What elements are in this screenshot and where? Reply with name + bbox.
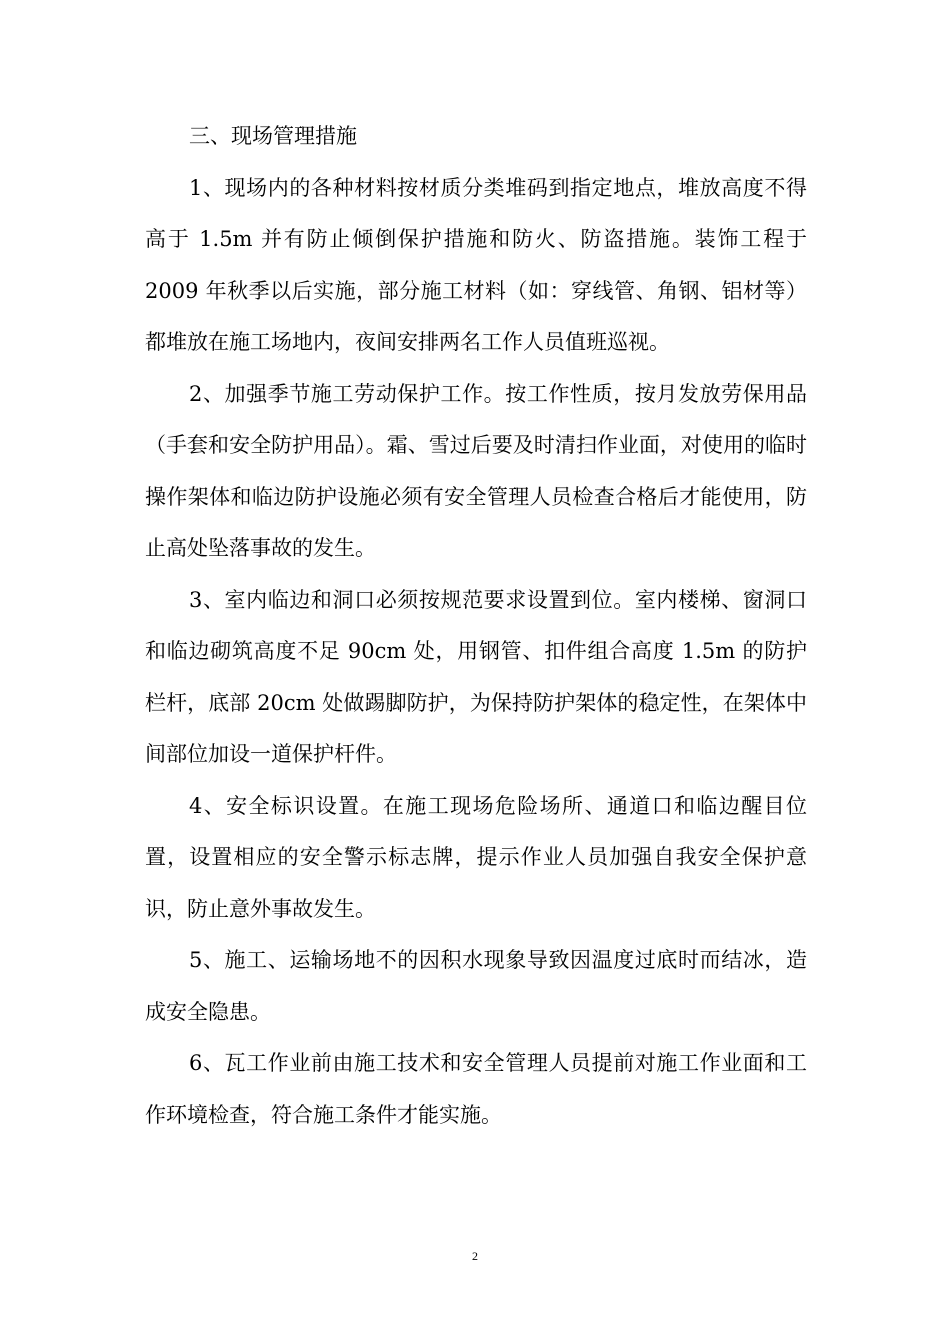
paragraph-6: 6、瓦工作业前由施工技术和安全管理人员提前对施工作业面和工作环境检查，符合施工条件才能实施。 bbox=[145, 1051, 807, 1127]
paragraph-2: 2、加强季节施工劳动保护工作。按工作性质，按月发放劳保用品（手套和安全防护用品）。霜、雪过后要及时清扫作业面，对使用的临时操作架体和临边防护设施必须有安全管理人员检查合格后才能使用，防止高处坠落事故的发生。 bbox=[145, 381, 807, 560]
document-body bbox=[145, 111, 807, 1141]
section-heading: 三、现场管理措施 bbox=[189, 124, 357, 148]
paragraph-3: 3、室内临边和洞口必须按规范要求设置到位。室内楼梯、窗洞口和临边砌筑高度不足 90cm 处，用钢管、扣件组合高度 1.5m 的防护栏杆，底部 20cm 处做踢脚防护，为保持防护架体的稳定性，在架体中间部位加设一道保护杆件。 bbox=[145, 587, 807, 766]
page-number: 2 bbox=[472, 1249, 478, 1263]
paragraph-1: 1、现场内的各种材料按材质分类堆码到指定地点，堆放高度不得高于 1.5m 并有防止倾倒保护措施和防火、防盗措施。装饰工程于 2009 年秋季以后实施，部分施工材料（如：穿线管、角钢、铝材等）都堆放在施工场地内，夜间安排两名工作人员值班巡视。 bbox=[145, 175, 807, 354]
paragraph-5: 5、施工、运输场地不的因积水现象导致因温度过底时而结冰，造成安全隐患。 bbox=[145, 948, 807, 1024]
paragraph-4: 4、安全标识设置。在施工现场危险场所、通道口和临边醒目位置，设置相应的安全警示标志牌，提示作业人员加强自我安全保护意识，防止意外事故发生。 bbox=[145, 793, 807, 921]
